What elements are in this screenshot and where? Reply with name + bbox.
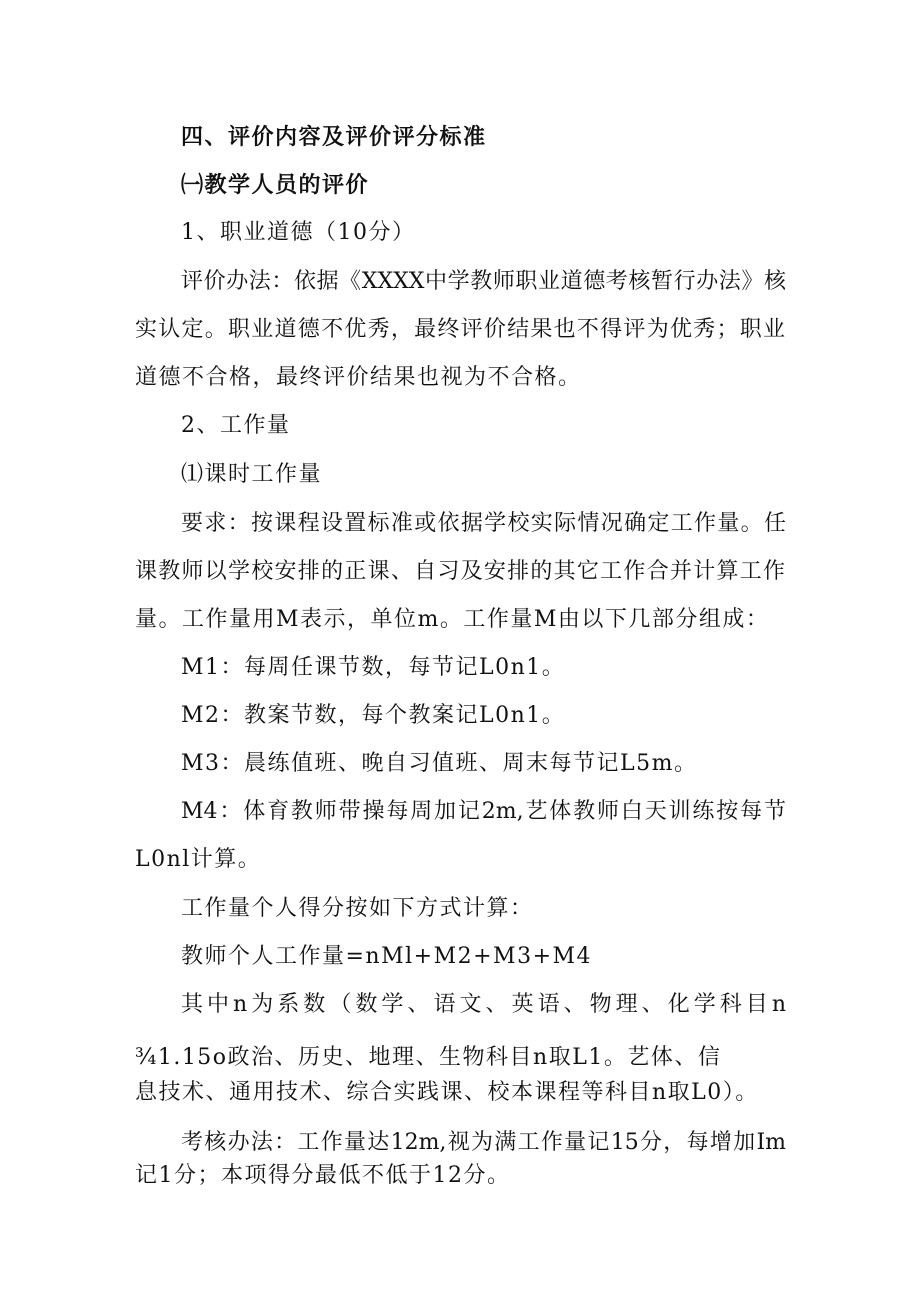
item1-method-line-1: 评价办法：依据《XXXX中学教师职业道德考核暂行办法》核 xyxy=(181,269,786,294)
item2-title: 2、工作量 xyxy=(181,413,291,438)
item1-title: 1、职业道德（10分） xyxy=(181,220,416,245)
item1-method-line-3: 道德不合格，最终评价结果也视为不合格。 xyxy=(135,365,582,390)
coefficient-line-3: 息技术、通用技术、综合实践课、校本课程等科目n取L0）。 xyxy=(135,1080,759,1105)
assessment-line-2: 记1分；本项得分最低不低于12分。 xyxy=(135,1163,511,1188)
calc-intro: 工作量个人得分按如下方式计算： xyxy=(181,896,534,921)
requirement-line-3: 量。工作量用M表示，单位m。工作量M由以下几部分组成： xyxy=(135,607,770,632)
m1-definition: M1：每周任课节数，每节记L0n1。 xyxy=(181,655,566,680)
workload-formula: 教师个人工作量=nMl+M2+M3+M4 xyxy=(181,944,593,969)
section-heading: 四、评价内容及评价评分标准 xyxy=(181,125,487,150)
coefficient-line-2: ¾1.15o政治、历史、地理、生物科目n取L1。艺体、信 xyxy=(135,1045,722,1070)
m4-definition-line-2: L0nl计算。 xyxy=(135,847,262,872)
requirement-line-1: 要求：按课程设置标准或依据学校实际情况确定工作量。任 xyxy=(181,511,786,536)
item2-sub1-title: ⑴课时工作量 xyxy=(181,462,323,487)
item1-method-line-2: 实认定。职业道德不优秀，最终评价结果也不得评为优秀；职业 xyxy=(135,317,785,342)
assessment-line-1: 考核办法：工作量达12m,视为满工作量记15分，每增加Im xyxy=(181,1130,786,1155)
subsection-heading: ㈠教学人员的评价 xyxy=(181,173,370,198)
requirement-line-2: 课教师以学校安排的正课、自习及安排的其它工作合并计算工作 xyxy=(135,559,785,584)
m3-definition: M3：晨练值班、晚自习值班、周末每节记L5m。 xyxy=(181,751,698,776)
m2-definition: M2：教案节数，每个教案记L0n1。 xyxy=(181,703,566,728)
coefficient-line-1: 其中n为系数（数学、语文、英语、物理、化学科目n xyxy=(181,992,786,1017)
m4-definition-line-1: M4：体育教师带操每周加记2m,艺体教师白天训练按每节 xyxy=(181,799,786,824)
